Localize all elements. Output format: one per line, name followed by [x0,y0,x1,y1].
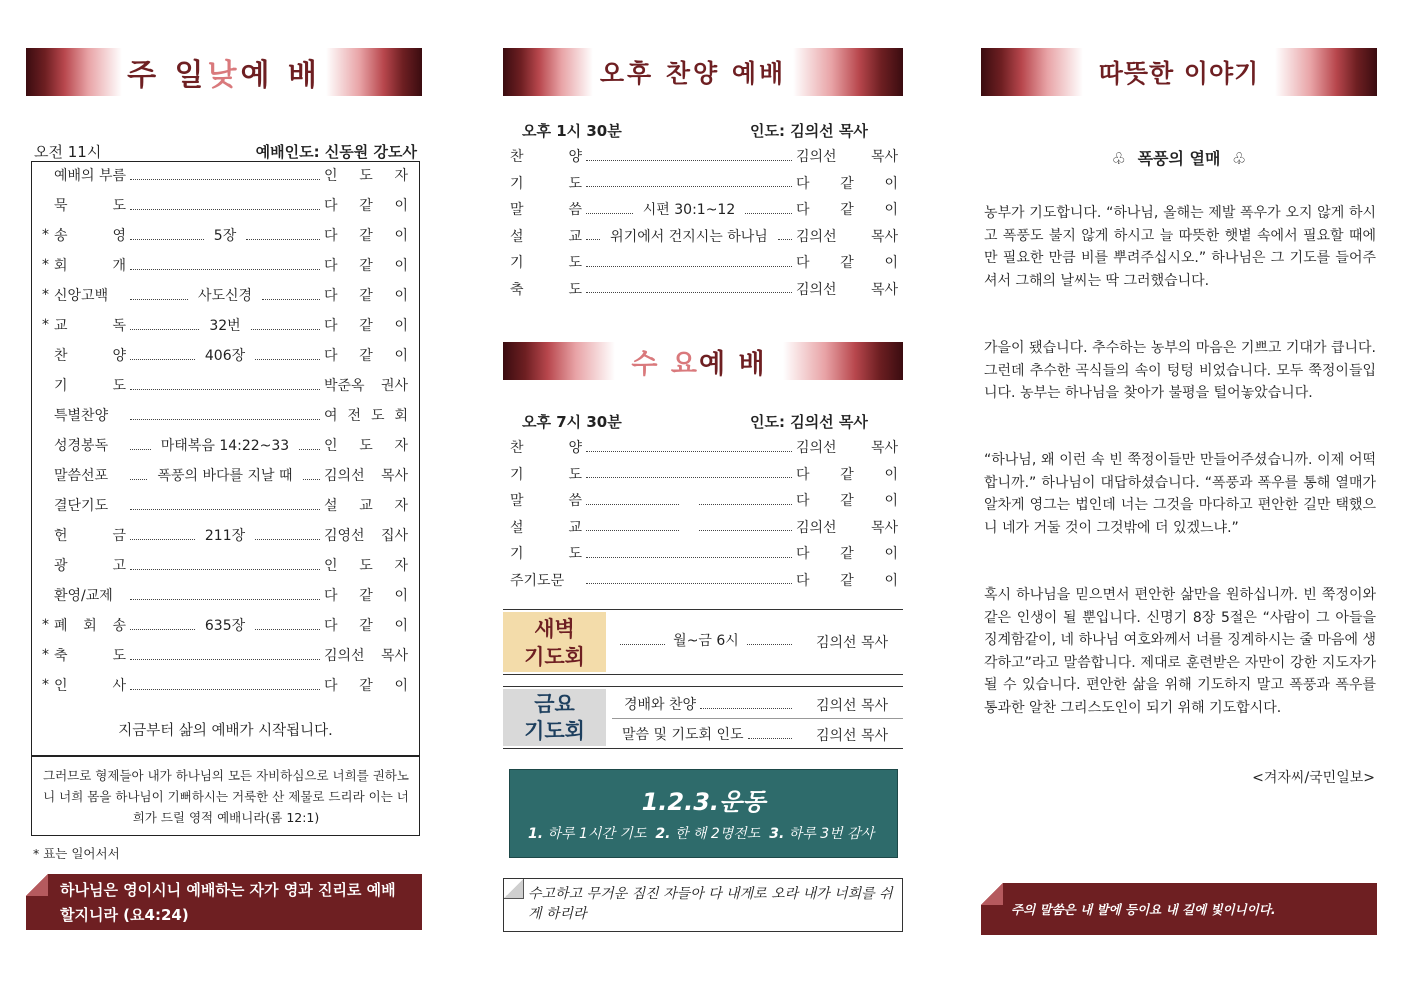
order-label: 인 사 [54,678,126,694]
order-person: 다 같 이 [324,588,408,604]
order-row [42,374,408,396]
order-row [42,284,408,306]
order-person: 다 같 이 [324,618,408,634]
title-part-a: 주 일 [127,58,208,93]
banner-left-gradient [26,48,122,96]
leader-dots [130,539,195,540]
order-label: 특별찬양 [54,408,109,424]
story-source: <겨자씨/국민일보> [1252,770,1375,786]
order-label: 찬 양 [54,348,126,364]
banner-right-gradient [783,342,903,380]
order-label: 설 교 [510,228,582,245]
friday-mid-line [612,718,903,719]
campaign-t1: 하루 1시간 기도 [547,826,647,842]
leader-dots [586,451,792,452]
leader-dots [255,359,320,360]
leader-dots [130,659,320,660]
banner-sunday-title [122,48,326,96]
order-person: 다 같 이 [324,318,408,334]
friday-row-2 [622,723,796,745]
order-label: 묵 도 [54,198,126,214]
order-row [42,584,408,606]
campaign-title: 1.2.3.운동 [641,788,766,816]
order-detail: 폭풍의 바다를 지날 때 [151,465,298,485]
order-row [510,198,898,220]
order-label: 말씀선포 [54,468,109,484]
campaign-n2: 2. [655,826,671,842]
leader-dots [747,644,792,645]
standing-note: * 표는 일어서서 [33,846,120,861]
order-label: 찬 양 [510,149,582,165]
stand-marker: * [42,257,49,273]
pm-leader: 인도: 김의선 목사 [750,122,868,140]
leader-dots [130,599,320,600]
leader-dots [586,504,679,505]
order-person: 다 같 이 [324,198,408,214]
order-detail: 211장 [199,525,251,545]
order-row [42,524,408,546]
order-label: 결단기도 [54,498,109,514]
order-label: 교 독 [54,318,126,334]
order-person: 다 같 이 [324,348,408,364]
friday-row2-label: 말씀 및 기도회 인도 [622,727,744,743]
banner-right-gradient [326,48,422,96]
matthew-verse: 수고하고 무거운 짐진 자들아 다 내게로 오라 내가 너희를 쉬게 하리라 [528,886,893,922]
stand-marker: * [42,287,49,303]
sunday-closing: 지금부터 삶의 예배가 시작됩니다. [118,723,333,739]
stand-marker: * [42,317,49,333]
john-verse: 하나님은 영이시니 예배하는 자가 영과 진리로 예배할지니라 (요4:24) [60,881,396,924]
club-icon: ♧ [1232,149,1247,168]
leader-dots [303,479,320,480]
banner-wednesday-title [615,342,783,380]
order-label: 송 영 [54,228,126,244]
order-label: 기 도 [510,546,582,562]
banner-right-gradient [793,48,903,96]
banner-wednesday [503,342,903,380]
friday-title-box [503,689,606,746]
order-person: 다 같 이 [324,288,409,304]
leader-dots [299,449,320,450]
order-row [510,436,898,458]
order-person: 박준옥 권사 [324,378,408,394]
dawn-bottom-line [503,674,903,675]
order-row [510,145,898,167]
leader-dots [586,186,792,187]
leader-dots [745,213,792,214]
order-person: 김의선 목사 [324,468,409,484]
leader-dots [130,479,147,480]
title-part-b: 낮 [207,58,241,93]
leader-dots [130,359,195,360]
order-row [510,225,898,247]
order-label: 기 도 [510,466,582,483]
leader-dots [586,266,792,267]
banner-right-gradient [1275,48,1377,96]
order-label: 광 고 [54,558,126,574]
order-detail: 406장 [199,345,251,365]
sunday-order-box [31,161,420,756]
leader-dots [251,329,320,330]
leader-dots [130,419,320,420]
order-label: 말 씀 [510,202,582,218]
order-detail: 635장 [199,615,251,635]
order-row [42,494,408,516]
friday-title-line1: 금요 [534,692,575,716]
order-row [510,516,898,538]
order-person: 다 같 이 [324,258,408,274]
leader-dots [586,530,679,531]
leader-dots [130,209,320,210]
banner-left-gradient [503,342,615,380]
order-row [42,194,408,216]
leader-dots [586,477,792,478]
leader-dots [586,160,792,161]
wed-time: 오후 7시 30분 [522,413,622,431]
order-person: 다 같 이 [324,228,408,244]
leader-dots [130,269,320,270]
leader-dots [246,239,320,240]
order-detail: 위기에서 건지시는 하나님 [604,226,774,246]
friday-title-line2: 기도회 [524,719,585,743]
order-person: 여 전 도 회 [324,408,408,424]
stand-marker: * [42,227,49,243]
leader-dots [130,449,151,450]
order-person: 다 같 이 [796,202,899,218]
order-row [42,164,408,186]
story-paragraph-3: “하나님, 왜 이런 속 빈 쭉정이들만 만들어주셨습니까. 이제 어떡합니까.” 하나님이 대답하셨습니다. “폭풍과 폭우를 통해 열매가 알차게 영그는 법인데 너는 그것을 마다하고 편안한 길만 택했으니 네가 거둘 것이 그것밖에 더 있겠느냐.” [984,452,1376,536]
friday-bottom-line [503,748,903,749]
stand-marker: * [42,617,49,633]
leader-dots [586,213,633,214]
order-person: 다 같 이 [796,255,898,271]
order-person: 김의선 목사 [324,648,408,664]
banner-left-gradient [981,48,1083,96]
leader-dots [699,530,792,531]
sunday-time: 오전 11시 [34,143,102,161]
order-label: 설 교 [510,519,582,536]
order-label: 말 씀 [510,493,582,509]
order-detail: 32번 [203,315,246,335]
order-person: 인 도 자 [324,438,408,454]
order-person: 김영선 집사 [324,528,408,544]
order-row [42,614,408,636]
story-paragraph-1: 농부가 기도합니다. “하나님, 올해는 제발 폭우가 오지 않게 하시고 폭풍도 불지 않게 하시고 늘 따뜻한 햇볕 속에서 필요할 때에만 필요한 만큼 비를 뿌려주십시오.” 하나님은 그 기도를 들어주셔서 그해의 날씨는 딱 그러했습니다. [984,205,1376,289]
order-label: 주기도문 [510,572,565,589]
leader-dots [586,557,792,558]
dawn-top-line [503,609,903,610]
order-person: 다 같 이 [796,466,898,483]
friday-top-line [503,686,903,687]
order-label: 헌 금 [54,528,126,544]
order-row [510,172,898,194]
order-detail: 사도신경 [192,285,258,305]
order-label: 축 도 [510,281,582,298]
title-part-b: 예 배 [699,348,767,380]
leader-dots [778,239,792,240]
psalm-verse: 주의 말씀은 내 발에 등이요 내 길에 빛이니이다. [1011,902,1276,917]
leader-dots [620,644,665,645]
order-person: 설 교 자 [324,498,408,514]
order-label: 신앙고백 [54,288,109,304]
order-row [42,224,408,246]
friday-row-1 [624,693,796,715]
dawn-title-line1: 새벽 [534,617,575,641]
order-row [510,569,898,591]
order-detail: 시편 30:1~12 [637,199,741,219]
order-label: 회 개 [54,258,126,274]
story-paragraph-4: 혹시 하나님을 믿으면서 편안한 삶만을 원하십니까. 빈 쭉정이와 같은 인생이 될 뿐입니다. 신명기 8장 5절은 “사람이 그 아들을 징계함같이, 네 하나님 여호와께서 너를 징계하시는 줄 마음에 생각하고”라고 말씀합니다. 제대로 훈련받은 자만이 강한 지도자가 될 수 있습니다. 편안한 삶을 위해 기도하지 말고 폭풍과 폭우를 통과한 알찬 그리스도인이 되기 위해 기도합시다. [984,587,1376,716]
dawn-title-line2: 기도회 [524,645,585,669]
pm-time: 오후 1시 30분 [522,122,622,140]
order-row [42,254,408,276]
leader-dots [586,239,600,240]
order-row [42,434,408,456]
order-row [42,404,408,426]
order-label: 기 도 [510,175,582,192]
banner-story-title: 따뜻한 이야기 [1083,48,1275,96]
campaign-n1: 1. [528,826,544,842]
dawn-title-box [503,612,606,672]
dawn-row [616,629,796,651]
story-paragraph-2: 가을이 됐습니다. 추수하는 농부의 마음은 기쁘고 기대가 큽니다. 그런데 추수한 곡식들의 속이 텅텅 비었습니다. 모두 쭉정이들입니다. 농부는 하나님을 찾아가 불평을 털어놓았습니다. [984,340,1376,401]
order-person: 김의선 목사 [796,519,898,536]
campaign-t3: 하루 3번 감사 [788,826,875,842]
order-row [42,554,408,576]
order-label: 찬 양 [510,440,582,456]
order-label: 성경봉독 [54,438,109,454]
sunday-leader: 예배인도: 신동원 강도사 [255,143,417,161]
campaign-items [528,823,874,843]
leader-dots [130,179,320,180]
leader-dots [586,292,792,293]
order-person: 다 같 이 [796,175,898,192]
title-part-c: 예 배 [240,58,321,93]
order-person: 인 도 자 [324,168,408,184]
friday-row2-who: 김의선 목사 [816,728,889,744]
order-row [510,251,898,273]
order-row [510,463,898,485]
order-row [42,464,408,486]
story-heading [981,146,1377,169]
romans-verse: 그러므로 형제들아 내가 하나님의 모든 자비하심으로 너희를 권하노니 너희 몸을 하나님이 기뻐하시는 거룩한 산 제물로 드리라 이는 너희가 드릴 영적 예배니라(롬 12:1) [43,768,409,825]
order-person: 인 도 자 [324,558,408,574]
fold-corner-1 [26,874,48,896]
order-row [42,344,408,366]
leader-dots [130,509,320,510]
order-detail: 마태복음 14:22~33 [155,435,295,455]
stand-marker: * [42,677,49,693]
order-person: 다 같 이 [796,493,898,509]
fold-corner-3 [981,883,1003,905]
order-row [42,314,408,336]
campaign-n3: 3. [769,826,785,842]
leader-dots [130,239,204,240]
order-person: 김의선 목사 [796,440,898,456]
campaign-t2: 한 해 2명전도 [674,826,761,842]
leader-dots [586,583,792,584]
club-icon: ♧ [1111,149,1126,168]
leader-dots [699,504,792,505]
fold-corner-2 [504,879,524,899]
order-row [510,542,898,564]
banner-afternoon-title: 오후 찬양 예배 [593,48,793,96]
banner-sunday [26,48,422,96]
leader-dots [255,629,320,630]
leader-dots [130,329,199,330]
order-label: 환영/교제 [54,588,113,604]
wed-leader: 인도: 김의선 목사 [750,413,868,431]
stand-marker: * [42,647,49,663]
order-row [510,489,898,511]
order-person: 김의선 목사 [796,228,899,245]
leader-dots [262,299,320,300]
leader-dots [700,708,792,709]
friday-row1-label: 경배와 찬양 [624,697,697,713]
campaign-box [509,769,898,858]
dawn-when: 월~금 6시 [673,633,739,649]
leader-dots [130,569,320,570]
order-detail: 5장 [208,225,242,245]
banner-afternoon [503,48,903,96]
order-person: 다 같 이 [324,678,408,694]
order-label: 축 도 [54,648,126,664]
order-row [42,674,408,696]
order-label: 폐 회 송 [54,618,126,634]
order-label: 기 도 [510,255,582,271]
leader-dots [130,299,188,300]
order-person: 다 같 이 [796,572,898,589]
leader-dots [130,689,320,690]
order-row [42,644,408,666]
leader-dots [748,738,792,739]
leader-dots [130,389,320,390]
banner-left-gradient [503,48,593,96]
friday-row1-who: 김의선 목사 [816,698,889,714]
leader-dots [255,539,320,540]
order-person: 다 같 이 [796,546,898,562]
order-label: 예배의 부름 [54,168,127,184]
order-label: 기 도 [54,378,126,394]
leader-dots [130,629,195,630]
dawn-who: 김의선 목사 [816,635,889,651]
title-part-a: 수 요 [631,348,699,380]
story-title: 폭풍의 열매 [1137,149,1221,168]
banner-story [981,48,1377,96]
order-row [510,278,898,300]
order-person: 김의선 목사 [796,149,898,165]
order-person: 김의선 목사 [796,281,898,298]
